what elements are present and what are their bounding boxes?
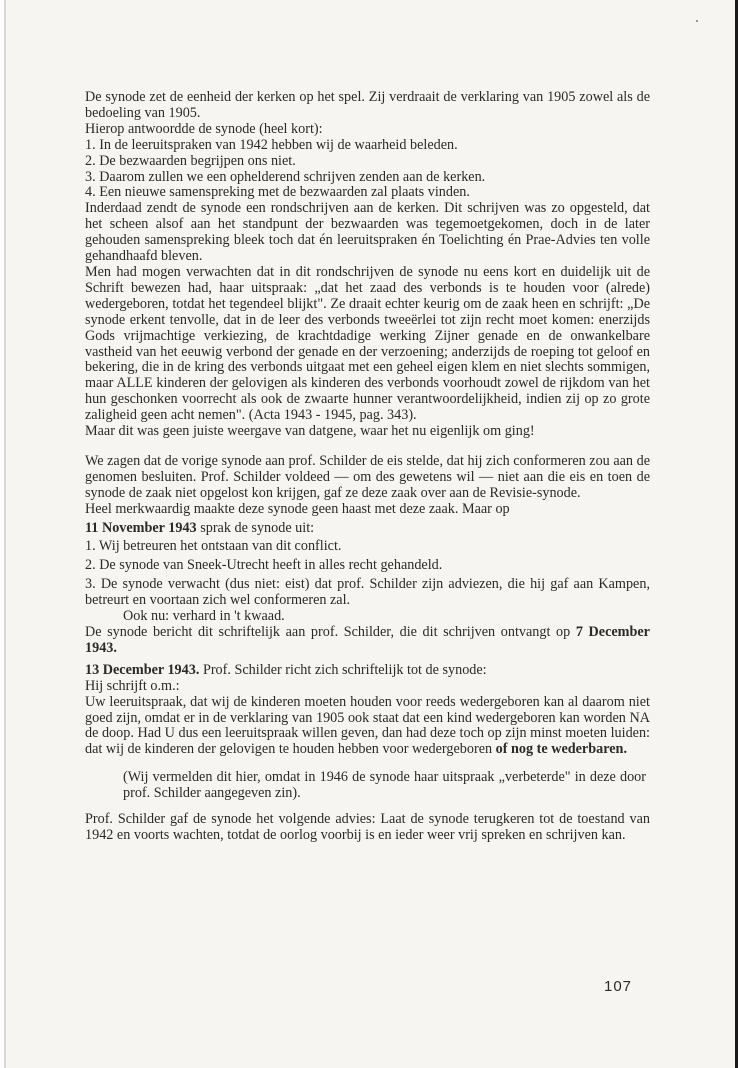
paragraph-8: 11 November 1943 sprak de synode uit: <box>85 519 315 536</box>
date-7-december: 7 December 1943. <box>85 624 650 656</box>
editor-note: (Wij vermelden dit hier, omdat in 1946 de synode haar uitspraak „verbeterde" in deze door prof. Schilder aangegeven zin). <box>123 769 646 802</box>
paragraph-5: Maar dit was geen juiste weergave van datgene, waar het nu eigenlijk om ging! <box>85 423 535 440</box>
speck-mark <box>696 20 698 22</box>
book-page <box>4 0 737 1068</box>
list2-item-2: 2. De synode van Sneek-Utrecht heeft in alles recht gehandeld. <box>85 557 443 574</box>
paragraph-14: Prof. Schilder gaf de synode het volgende advies: Laat de synode terugkeren tot de toestand van 1942 en voorts wachten, totdat de oorlog voorbij is en ieder weer vrij spreken en schrijven kan. <box>85 811 650 843</box>
paragraph-3: Inderdaad zendt de synode een rondschrijven aan de kerken. Dit schrijven was zo opgesteld, dat het scheen alsof aan het standpunt der bezwaarden was tegemoetgekomen, doch in de later gehouden samenspreking bleek toch dat én leeruitspraken én Toelichting én Prae-Advies ten volle gehandhaafd bleven. <box>85 200 650 265</box>
paragraph-11: 13 December 1943. Prof. Schilder richt zich schriftelijk tot de synode: <box>85 661 487 678</box>
paragraph-12: Hij schrijft o.m.: <box>85 677 180 694</box>
paragraph-6: We zagen dat de vorige synode aan prof. Schilder de eis stelde, dat hij zich conformeren zou aan de genomen besluiten. Prof. Schilder voldeed — om des gewetens wil — niet aan die eis en toen de synode de zaak niet opgelost kon krijgen, gaf ze deze zaak over aan de Revisie-synode. <box>85 452 650 501</box>
paragraph-1: De synode zet de eenheid der kerken op het spel. Zij verdraait de verklaring van 1905 zowel als de bedoeling van 1905. <box>85 89 650 121</box>
paragraph-2: Hierop antwoordde de synode (heel kort): <box>85 120 323 137</box>
paragraph-4: Men had mogen verwachten dat in dit rondschrijven de synode nu eens kort en duidelijk uit de Schrift bewezen had, haar uitspraak: „dat het zaad des verbonds is te houden voor (alrede) wedergeboren, totdat het tegendeel blijkt". Ze draait echter keurig om de zaak heen en schrijft: „De synode erkent tenvolle, dat in de leer des verbonds tweeërlei tot zijn recht moet komen: enerzijds Gods vrijmachtige verkiezing, de krachtdadige werking Zijner genade en de onwankelbare vastheid van het eeuwig verbond der genade en der verzoening; anderzijds de roeping tot geloof en bekering, die in de kring des verbonds uitgaat met een geheel eigen klem en niet slechts sommigen, maar ALLE kinderen der gelovigen als kinderen des verbonds voorhoudt zowel de rijkdom van het hun geschonken voorrecht als ook de zwaarte hunner verantwoordelijkheid, indien zij op zo grote zaligheid geen acht nemen". (Acta 1943 - 1945, pag. 343). <box>85 263 650 424</box>
emphasis-wederbaren: of nog te wederbaren. <box>495 741 627 758</box>
list1-item-2: 2. De bezwaarden begrijpen ons niet. <box>85 152 296 169</box>
page-number: 107 <box>604 978 633 995</box>
list2-item-1: 1. Wij betreuren het ontstaan van dit conflict. <box>85 538 342 555</box>
paragraph-13: Uw leeruitspraak, dat wij de kinderen moeten houden voor reeds wedergeboren kan al daarom niet goed zijn, omdat er in de verklaring van 1905 ook staat dat een kind wedergeboren kan worden NA de doop. Had U dus een leeruitspraak willen geven, dan had deze toch op zijn minst moeten luiden: dat wij de kinderen der gelovigen te houden hebben voor wedergeboren of nog te wederbaren. <box>85 693 650 758</box>
date-13-december: 13 December 1943. <box>85 661 200 678</box>
date-11-november: 11 November 1943 <box>85 519 197 536</box>
paragraph-9: Ook nu: verhard in 't kwaad. <box>123 608 285 625</box>
list1-item-1: 1. In de leeruitspraken van 1942 hebben wij de waarheid beleden. <box>85 136 458 153</box>
list1-item-4: 4. Een nieuwe samenspreking met de bezwaarden zal plaats vinden. <box>85 184 470 201</box>
paragraph-10: De synode bericht dit schriftelijk aan prof. Schilder, die dit schrijven ontvangt op 7 December 1943. <box>85 624 650 656</box>
list1-item-3: 3. Daarom zullen we een ophelderend schrijven zenden aan de kerken. <box>85 168 486 185</box>
paragraph-7: Heel merkwaardig maakte deze synode geen haast met deze zaak. Maar op <box>85 500 510 517</box>
list2-item-3: 3. De synode verwacht (dus niet: eist) dat prof. Schilder zijn adviezen, die hij gaf aan Kampen, betreurt en voortaan zich wel conformeren zal. <box>85 576 650 609</box>
page-body <box>85 90 650 844</box>
